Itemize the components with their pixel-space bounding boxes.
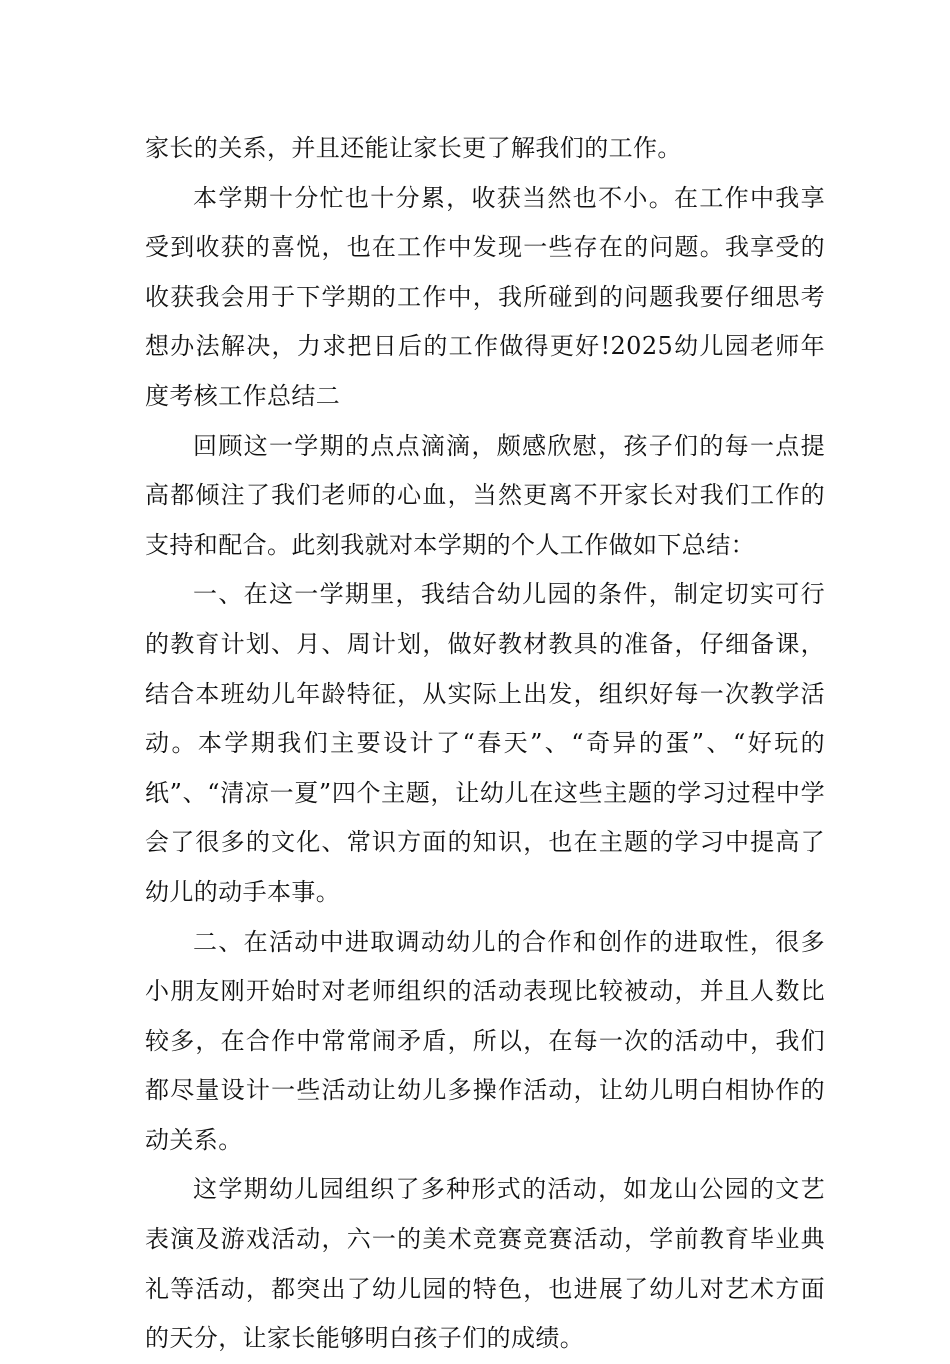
paragraph-4: 一、在这一学期里，我结合幼儿园的条件，制定切实可行的教育计划、月、周计划，做好教材教具的准备，仔细备课，结合本班幼儿年龄特征，从实际上出发，组织好每一次教学活动。本学期我们主要设计了“春天”、“奇异的蛋”、“好玩的纸”、“清凉一夏”四个主题，让幼儿在这些主题的学习过程中学会了很多的文化、常识方面的知识，也在主题的学习中提高了幼儿的动手本事。	[145, 580, 825, 906]
paragraph-6: 这学期幼儿园组织了多种形式的活动，如龙山公园的文艺表演及游戏活动，六一的美术竞赛竞赛活动，学前教育毕业典礼等活动，都突出了幼儿园的特色，也进展了幼儿对艺术方面的天分，让家长能够明白孩子们的成绩。	[145, 1175, 825, 1353]
paragraph-2: 本学期十分忙也十分累，收获当然也不小。在工作中我享受到收获的喜悦，也在工作中发现一些存在的问题。我享受的收获我会用于下学期的工作中，我所碰到的问题我要仔细思考想办法解决，力求把日后的工作做得更好!2025幼儿园老师年度考核工作总结二	[145, 183, 825, 410]
document-body	[145, 124, 825, 1364]
paragraph-3: 回顾这一学期的点点滴滴，颇感欣慰，孩子们的每一点提高都倾注了我们老师的心血，当然更离不开家长对我们工作的支持和配合。此刻我就对本学期的个人工作做如下总结：	[145, 431, 825, 559]
paragraph-1: 家长的关系，并且还能让家长更了解我们的工作。	[145, 134, 682, 162]
paragraph-5: 二、在活动中进取调动幼儿的合作和创作的进取性，很多小朋友刚开始时对老师组织的活动表现比较被动，并且人数比较多，在合作中常常闹矛盾，所以，在每一次的活动中，我们都尽量设计一些活动让幼儿多操作活动，让幼儿明白相协作的动关系。	[145, 927, 825, 1154]
